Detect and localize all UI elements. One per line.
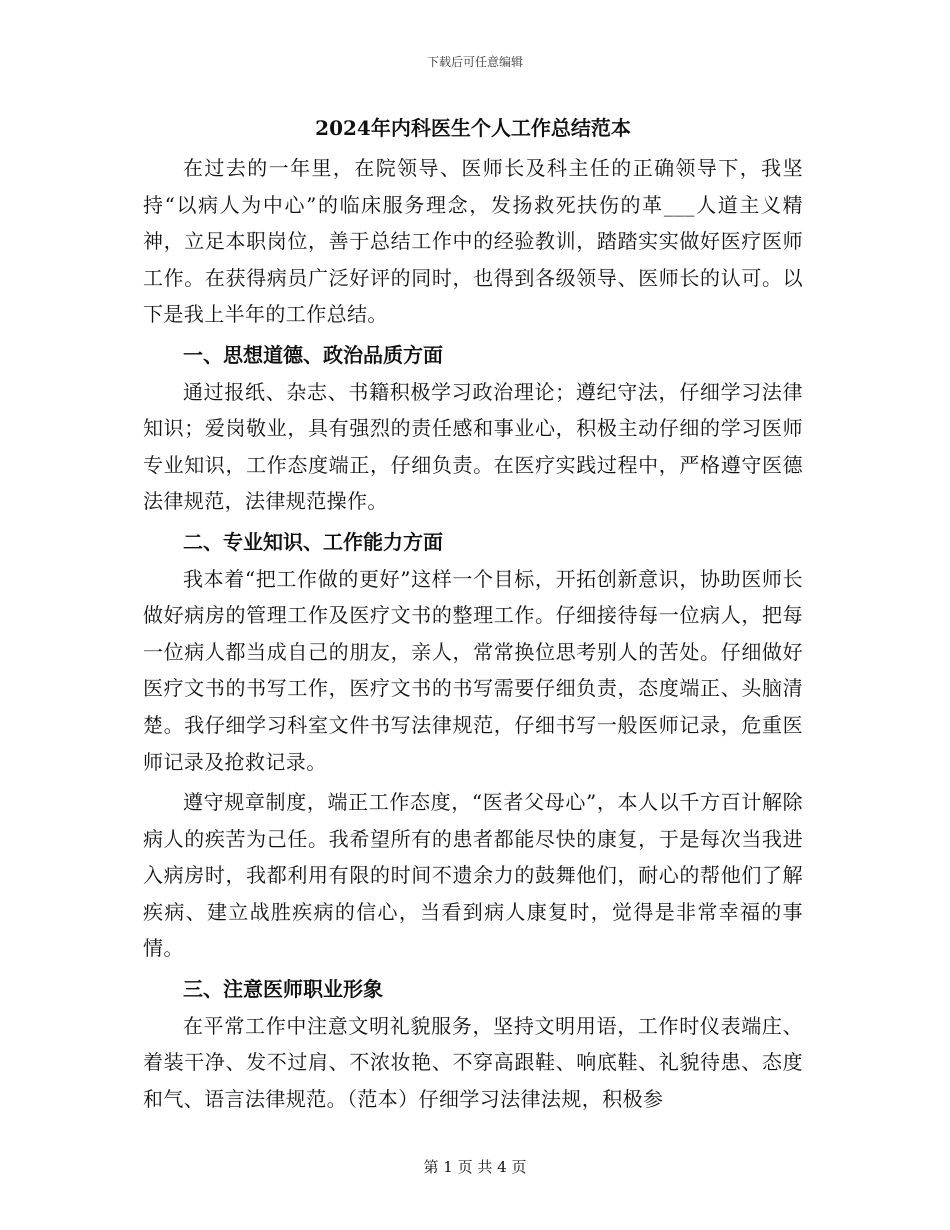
section-heading: 二、专业知识、工作能力方面 <box>183 529 443 554</box>
paragraph: 我本着“把工作做的更好”这样一个目标，开拓创新意识，协助医师长做好病房的管理工作及医疗文书的整理工作。仔细接待每一位病人，把每一位病人都当成自己的朋友，亲人，常常换位思考别人的苦处。仔细做好医疗文书的书写工作，医疗文书的书写需要仔细负责，态度端正、头脑清楚。我仔细学习科室文件书写法律规范，仔细书写一般医师记录，危重医师记录及抢救记录。 <box>143 566 803 774</box>
page-header <box>0 53 950 70</box>
document-title: 2024年内科医生个人工作总结范本 <box>315 116 631 140</box>
page-number: 第 1 页 共 4 页 <box>423 1158 527 1176</box>
paragraph: 遵守规章制度，端正工作态度，“医者父母心”，本人以千方百计解除病人的疾苦为己任。我希望所有的患者都能尽快的康复，于是每次当我进入病房时，我都利用有限的时间不遗余力的鼓舞他们，耐心的帮他们了解疾病、建立战胜疾病的信心，当看到病人康复时，觉得是非常幸福的事情。 <box>143 790 803 961</box>
section-heading: 一、思想道德、政治品质方面 <box>183 342 443 367</box>
paragraph: 在过去的一年里，在院领导、医师长及科主任的正确领导下，我坚持“以病人为中心”的临床服务理念，发扬救死扶伤的革___人道主义精神，立足本职岗位，善于总结工作中的经验教训，踏踏实实做好医疗医师工作。在获得病员广泛好评的同时，也得到各级领导、医师长的认可。以下是我上半年的工作总结。 <box>143 156 803 327</box>
section-heading: 三、注意医师职业形象 <box>183 977 383 1002</box>
page-footer <box>0 1156 950 1177</box>
paragraph: 在平常工作中注意文明礼貌服务，坚持文明用语，工作时仪表端庄、着装干净、发不过肩、不浓妆艳、不穿高跟鞋、响底鞋、礼貌待患、态度和气、语言法律规范。（范本）仔细学习法律法规，积极参 <box>143 1013 803 1111</box>
paragraph: 通过报纸、杂志、书籍积极学习政治理论；遵纪守法，仔细学习法律知识；爱岗敬业，具有强烈的责任感和事业心，积极主动仔细的学习医师专业知识，工作态度端正，仔细负责。在医疗实践过程中，严格遵守医德法律规范，法律规范操作。 <box>143 379 803 514</box>
document-body <box>143 110 803 1117</box>
header-note: 下载后可任意编辑 <box>426 55 523 69</box>
